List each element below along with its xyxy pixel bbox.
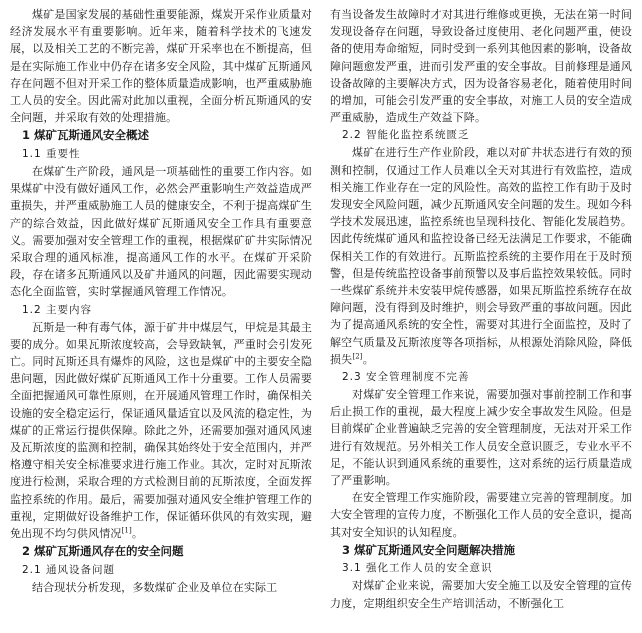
subsection-2-2-paragraph <box>330 144 632 368</box>
subsection-1-1-heading: 1.1 重要性 <box>22 147 81 160</box>
subsection-1-2-paragraph <box>10 319 312 543</box>
subsection-2-3-paragraph-b: 在安全管理工作实施阶段，需要建立完善的管理制度。加大安全管理的宣传力度，不断强化工作人员的安全意识，提高其对安全知识的认知程度。 <box>330 491 632 539</box>
subsection-1-1-paragraph: 在煤矿生产阶段，通风是一项基础性的重要工作内容。如果煤矿中没有做好通风工作，必然会严重影响生产效益造成严重损失，并严重威胁施工人员的健康安全，不利于提高煤矿生产的综合效益，因此做好煤矿瓦斯通风安全工作具有重要意义。需要加强对安全管理工作的重视，根据煤矿矿井实际情况采取合理的通风标准，提高通风工作的水平。在煤矿开采阶段，存在诸多瓦斯通风以及矿井通风的问题，因此需要实现动态化全面监管，实时掌握通风管理工作情况。 <box>10 164 312 299</box>
subsection-2-1-paragraph-start: 结合现状分析发现，多数煤矿企业及单位在实际工 <box>32 580 278 594</box>
citation-1: [1] <box>121 526 132 535</box>
subsection-3-1-heading: 3.1 强化工作人员的安全意识 <box>342 562 493 575</box>
left-column <box>10 6 312 633</box>
subsection-1-2-end: 。 <box>131 526 144 540</box>
subsection-2-3-heading: 2.3 安全管理制度不完善 <box>342 371 470 384</box>
subsection-1-2-text: 瓦斯是一种有毒气体，源于矿井中煤层气，甲烷是其最主要的成分。如果瓦斯浓度较高，会导致缺氧，严重时会引发死亡。同时瓦斯还具有爆炸的风险，这也是煤矿中的主要安全隐患问题，因此做好煤矿瓦斯通风工作十分重要。工作人员需要全面把握通风可靠性原则，在开展通风管理工作时，确保相关设施的安全稳定运行，保证通风量适宜以及风流的稳定性，为煤矿的正常运行提供保障。除此之外，还需要加强对通风风速及瓦斯浓度的监测和控制，确保其始终处于安全范围内，并严格遵守相关安全标准要求进行施工作业。其次，定时对瓦斯浓度进行检测，采取合理的方式检测目前的瓦斯浓度，全面发挥监控系统的作用。最后，需要加强对通风安全维护管理工作的重视，定期做好设备维护工作，保证循环供风的有效实现，避免出现不均匀供风情况 <box>10 320 312 540</box>
right-column <box>330 6 632 633</box>
subsection-2-1-heading: 2.1 通风设备问题 <box>22 563 116 576</box>
subsection-3-1-paragraph-start: 对煤矿企业来说，需要加大安全施工以及安全管理的宣传力度，定期组织安全生产培训活动，不断强化工 <box>330 579 632 610</box>
section-1-heading: 1 煤矿瓦斯通风安全概述 <box>22 128 150 143</box>
citation-2: [2] <box>352 352 363 361</box>
subsection-2-2-end: 。 <box>362 352 374 366</box>
intro-paragraph: 煤矿是国家发展的基础性重要能源，煤炭开采作业质量对经济发展水平有重要影响。近年来，随着科学技术的飞速发展，以及相关工艺的不断完善，煤矿开采率也在不断提高，但是在实际施工作业中仍存在诸多安全风险，其中煤矿瓦斯通风存在问题不但对开采工作的整体质量造成影响，也严重威胁施工人员的安全。因此需对此加以重视，全面分析瓦斯通风的安全问题，并采取有效的处理措施。 <box>10 8 312 125</box>
section-3-heading: 3 煤矿瓦斯通风安全问题解决措施 <box>342 542 516 557</box>
subsection-2-3-paragraph-a: 对煤矿安全管理工作来说，需要加强对事前控制工作和事后止损工作的重视，最大程度上减少安全事故发生风险。但是目前煤矿企业普遍缺乏完善的安全管理制度，无法对开采工作进行有效规范。另外相关工作人员安全意识匮乏，专业水平不足，不能认识到通风系统的重要性，这对系统的运行质量造成了严重影响。 <box>330 388 632 488</box>
subsection-2-1-paragraph-continued: 有当设备发生故障时才对其进行维修或更换，无法在第一时间发现设备存在问题，导致设备过度使用、老化问题严重，使设备的使用寿命缩短，同时受到一系列其他因素的影响，设备故障问题愈发严重，进而引发严重的安全事故。目前修理是通风设备故障的主要解决方式，因为设备容易老化，随着使用时间的增加，可能会引发严重的安全事故，对施工人员的安全造成严重威胁，造成生产效益下降。 <box>330 8 632 125</box>
subsection-2-2-text: 煤矿在进行生产作业阶段，难以对矿井状态进行有效的预测和控制，仅通过工作人员难以全天对其进行有效监控，造成相关施工作业存在一定的风险性。高效的监控工作有助于及时发现安全风险问题，减少瓦斯通风安全问题的发生。现如今科学技术发展迅速，监控系统也呈现科技化、智能化发展趋势。因此传统煤矿通风和监控设备已经无法满足工作要求，不能确保相关工作的有效进行。瓦斯监控系统的主要作用在于及时预警，但是传统监控设备事前预警以及事后监控效果较低。同时一些煤矿系统并未安装甲烷传感器，如果瓦斯监控系统存在故障问题，没有得到及时维护，则会导致严重的事故问题。因此为了提高通风系统的安全性，需要对其进行全面监控，及时了解空气质量及瓦斯浓度等各项指标，从根源处消除风险，降低损失 <box>330 146 632 366</box>
subsection-1-2-heading: 1.2 主要内容 <box>22 303 93 316</box>
subsection-2-2-heading: 2.2 智能化监控系统匮乏 <box>342 129 470 142</box>
section-2-heading: 2 煤矿瓦斯通风存在的安全问题 <box>22 544 184 559</box>
